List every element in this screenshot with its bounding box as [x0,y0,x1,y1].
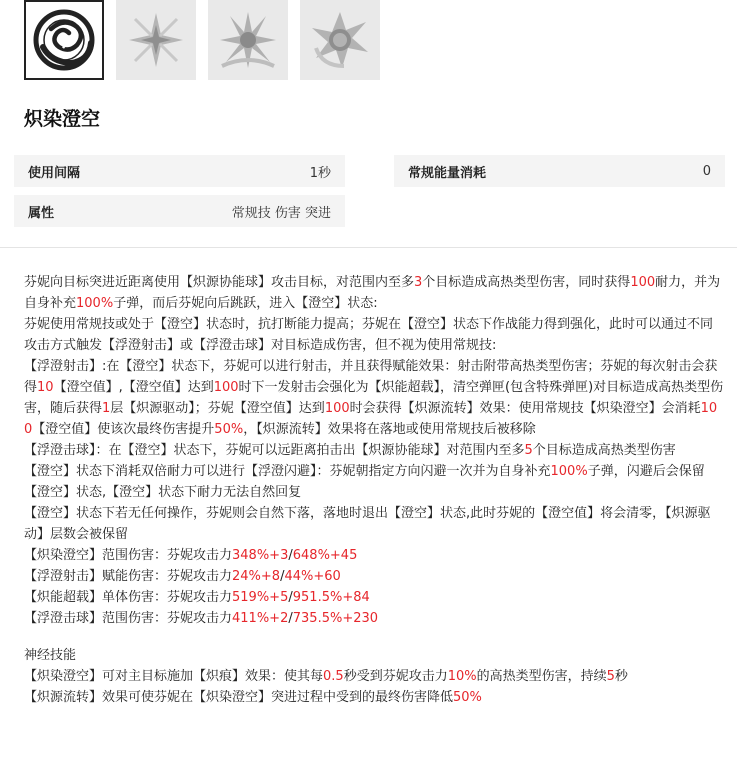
four-point-star-icon [125,9,187,71]
description-paragraph [24,503,724,545]
highlight-value: 100 [24,401,718,437]
highlight-value: 648%+45 [292,548,358,563]
description-text: 【炽染澄空】范围伤害：芬妮攻击力 [24,548,233,563]
stat-value: 1秒 [309,165,331,181]
skill-tab-2[interactable] [116,0,196,80]
highlight-value: 100 [630,275,656,290]
description-text: / [288,611,293,626]
highlight-value: 348%+3 [232,548,289,563]
description-paragraph [24,272,724,314]
description-text: 【浮澄击球】：在【澄空】状态下，芬妮可以远距离拍击出【炽源协能球】对范围内至多 [24,443,525,458]
burst-star-icon [216,8,280,72]
description-paragraph [24,645,724,666]
shuriken-star-icon [308,8,372,72]
highlight-value: 519%+5 [232,590,289,605]
description-text: 【浮澄击球】范围伤害：芬妮攻击力 [24,611,233,626]
description-text: 时下一发射击会强化为【炽能超载】，清空弹匣(包含特殊弹匣)对目标造成高热类型伤害，随后获得 [24,380,724,416]
skill-icon-row [24,0,380,80]
description-text: 时会获得【炽源流转】效果：使用常规技【炽染澄空】会消耗 [349,401,701,416]
description-paragraph [24,608,724,629]
skill-tab-1[interactable] [24,0,104,80]
highlight-value: 5 [524,443,533,458]
description-text: 【澄空】状态下消耗双倍耐力可以进行【浮澄闪避】：芬妮朝指定方向闪避一次并为自身补充 [24,464,551,479]
description-text: 个目标造成高热类型伤害 [532,443,676,458]
stat-label: 常规能量消耗 [408,165,487,181]
highlight-value: 5 [606,669,615,684]
description-text: 层【炽源驱动】；芬妮【澄空值】达到 [110,401,325,416]
description-text: 子弹，闪避后会保留【澄空】状态,【澄空】状态下耐力无法自然回复 [24,464,705,500]
description-paragraph [24,461,724,503]
description-text: 【澄空值】使该次最终伤害提升 [32,422,215,437]
highlight-value: 10 [37,380,54,395]
stat-interval [14,155,345,187]
highlight-value: 24%+8 [232,569,281,584]
highlight-value: 100% [550,464,588,479]
description-text: 【炽源流转】效果可使芬妮在【炽染澄空】突进过程中受到的最终伤害降低 [24,690,454,705]
description-text: 秒 [614,669,628,684]
skill-description [24,272,724,708]
divider [0,247,737,248]
description-text: 【炽染澄空】可对主目标施加【炽痕】效果：使其每 [24,669,324,684]
highlight-value: 100 [324,401,350,416]
description-paragraph [24,545,724,566]
highlight-value: 50% [214,422,244,437]
highlight-value: 951.5%+84 [292,590,370,605]
description-paragraph [24,356,724,440]
highlight-value: 1 [102,401,111,416]
description-text: 芬妮向目标突进近距离使用【炽源协能球】攻击目标，对范围内至多 [24,275,415,290]
highlight-value: 735.5%+230 [292,611,379,626]
description-text: 【浮澄射击】:在【澄空】状态下，芬妮可以进行射击，并且获得赋能效果：射击附带高热类型伤害；芬妮的每次射击会获得 [24,359,718,395]
description-text: 【澄空】状态下若无任何操作，芬妮则会自然下落，落地时退出【澄空】状态,此时芬妮的【澄空值】将会清零，【炽源驱动】层数会被保留 [24,506,711,542]
highlight-value: 100 [213,380,239,395]
description-paragraph [24,687,724,708]
description-paragraph [24,566,724,587]
description-text: 【炽能超载】单体伤害：芬妮攻击力 [24,590,233,605]
stat-value: 常规技 伤害 突进 [231,205,331,221]
description-text: 【澄空值】,【澄空值】达到 [53,380,214,395]
description-text: ，【炽源流转】效果将在落地或使用常规技后被移除 [243,422,536,437]
description-text: 的高热类型伤害，持续 [476,669,607,684]
description-paragraph [24,666,724,687]
paragraph-gap [24,629,724,645]
stat-value: 0 [702,163,711,179]
description-paragraph [24,587,724,608]
highlight-value: 44%+60 [284,569,341,584]
description-text: / [288,548,293,563]
skill-tab-4[interactable] [300,0,380,80]
skill-tab-3[interactable] [208,0,288,80]
highlight-value: 0.5 [323,669,344,684]
description-text: 秒受到芬妮攻击力 [343,669,448,684]
description-text: 【浮澄射击】赋能伤害：芬妮攻击力 [24,569,233,584]
description-text: 神经技能 [24,648,77,663]
stat-label: 属性 [28,205,55,221]
description-text: 子弹，而后芬妮向后跳跃，进入【澄空】状态: [113,296,378,311]
stat-attributes [14,195,345,227]
highlight-value: 50% [453,690,482,705]
description-text: / [280,569,285,584]
description-text: 芬妮使用常规技或处于【澄空】状态时，抗打断能力提高；芬妮在【澄空】状态下作战能力得到强化，此时可以通过不同攻击方式触发【浮澄射击】或【浮澄击球】对目标造成伤害，但不视为使用常规技: [24,317,714,353]
stat-energy-cost [394,155,725,187]
swirl-crest-icon [31,7,97,73]
highlight-value: 3 [414,275,423,290]
stat-label: 使用间隔 [28,165,81,181]
description-paragraph [24,314,724,356]
description-text: / [288,590,293,605]
skill-title: 炽染澄空 [24,108,101,130]
highlight-value: 411%+2 [232,611,289,626]
description-text: 个目标造成高热类型伤害，同时获得 [422,275,631,290]
description-paragraph [24,440,724,461]
highlight-value: 10% [447,669,477,684]
description-text: 耐力，并为自身补充 [24,275,721,311]
highlight-value: 100% [76,296,114,311]
